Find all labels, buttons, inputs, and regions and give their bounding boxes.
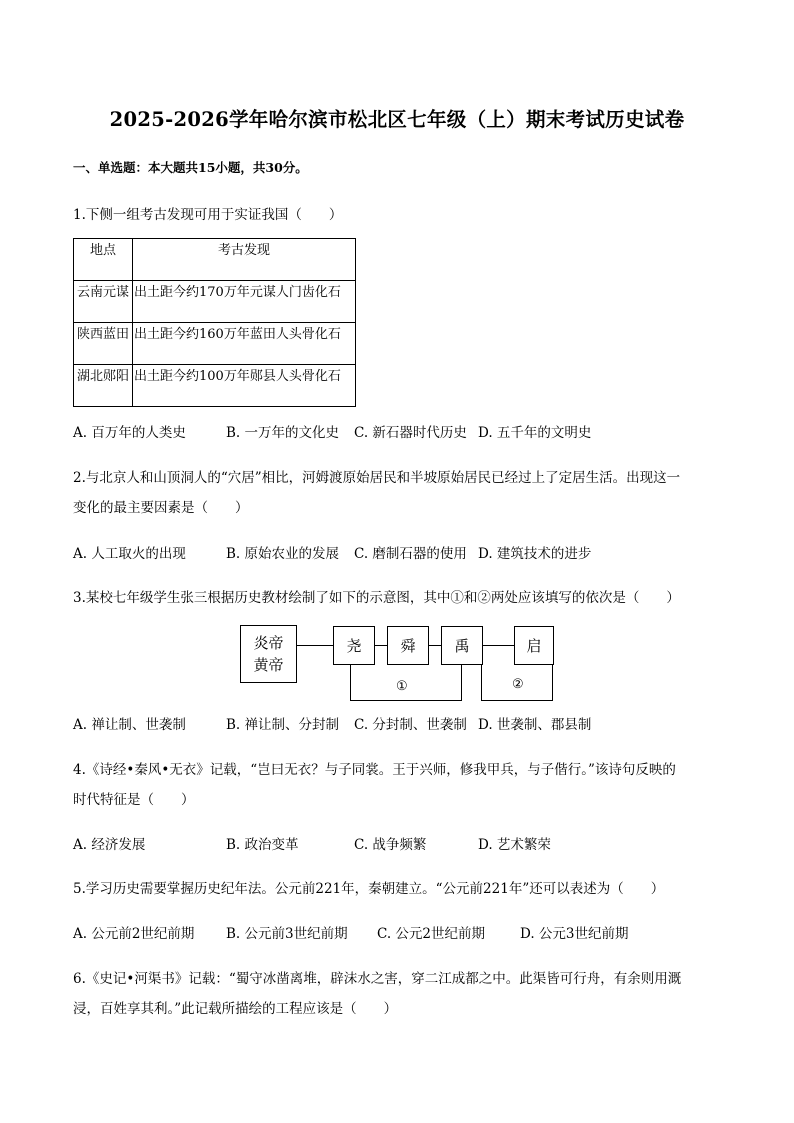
bracket-line: [481, 664, 482, 701]
question-5-option-b[interactable]: B. 公元前3世纪前期: [226, 926, 348, 942]
table-header-place: 地点: [74, 239, 133, 281]
question-3-option-c[interactable]: C. 分封制、世袭制: [354, 717, 467, 733]
table-row: [74, 281, 356, 323]
question-5-option-c[interactable]: C. 公元2世纪前期: [377, 926, 486, 942]
section-heading: 一、单选题：本大题共15小题，共30分。: [73, 160, 308, 175]
question-3-option-d[interactable]: D. 世袭制、郡县制: [478, 717, 592, 733]
question-1-stem: 1.下侧一组考古发现可用于实证我国（ ）: [73, 207, 343, 223]
question-2-option-b[interactable]: B. 原始农业的发展: [226, 546, 340, 562]
table-row: [74, 323, 356, 365]
connector-line: [374, 645, 388, 646]
box-label-qi: 启: [526, 637, 542, 655]
question-2-option-d[interactable]: D. 建筑技术的进步: [478, 546, 592, 562]
bracket-line: [350, 700, 462, 701]
table-cell-finding: 出土距今约160万年蓝田人头骨化石: [133, 323, 356, 365]
question-6-stem-line2: 浸，百姓享其利。”此记载所描绘的工程应该是（ ）: [73, 1001, 398, 1017]
question-3-option-b[interactable]: B. 禅让制、分封制: [226, 717, 340, 733]
question-1-option-a[interactable]: A. 百万年的人类史: [73, 425, 186, 441]
blank-marker-1: ①: [396, 679, 408, 694]
bracket-line: [350, 664, 351, 701]
box-label-shun: 舜: [400, 637, 416, 655]
question-2-stem-line1: 2.与北京人和山顶洞人的“穴居”相比，河姆渡原始居民和半坡原始居民已经过上了定居生活。出现这一: [73, 470, 681, 486]
page-title: 2025-2026学年哈尔滨市松北区七年级（上）期末考试历史试卷: [109, 108, 685, 131]
question-5-option-a[interactable]: A. 公元前2世纪前期: [73, 926, 195, 942]
connector-line: [428, 645, 442, 646]
question-1-option-c[interactable]: C. 新石器时代历史: [354, 425, 467, 441]
question-1-option-d[interactable]: D. 五千年的文明史: [478, 425, 592, 441]
box-yandi-huangdi: [240, 625, 297, 683]
question-5-stem: 5.学习历史需要掌握历史纪年法。公元前221年，秦朝建立。“公元前221年”还可以表述为（ ）: [73, 881, 665, 897]
table-cell-finding: 出土距今约100万年郧县人头骨化石: [133, 365, 356, 407]
table-cell-finding: 出土距今约170万年元谋人门齿化石: [133, 281, 356, 323]
question-3-option-a[interactable]: A. 禅让制、世袭制: [73, 717, 186, 733]
bracket-line: [481, 700, 553, 701]
blank-marker-2: ②: [512, 677, 524, 692]
question-1-option-b[interactable]: B. 一万年的文化史: [226, 425, 340, 441]
table-header-finding: 考古发现: [133, 239, 356, 281]
table-cell-place: 湖北郧阳: [74, 365, 133, 407]
question-2-option-c[interactable]: C. 磨制石器的使用: [354, 546, 467, 562]
box-label-yao: 尧: [346, 637, 362, 655]
question-4-stem-line1: 4.《诗经•秦风•无衣》记载，“岂曰无衣？与子同裳。王于兴师，修我甲兵，与子偕行。”该诗句反映的: [73, 762, 676, 778]
table-cell-place: 云南元谋: [74, 281, 133, 323]
question-2-option-a[interactable]: A. 人工取火的出现: [73, 546, 186, 562]
box-shun: [387, 626, 429, 665]
question-4-option-b[interactable]: B. 政治变革: [226, 837, 299, 853]
box-yao: [333, 626, 375, 665]
question-4-stem-line2: 时代特征是（ ）: [73, 792, 195, 808]
question-2-stem-line2: 变化的最主要因素是（ ）: [73, 500, 249, 516]
box-label-yu: 禹: [454, 637, 470, 655]
connector-line: [296, 645, 334, 646]
question-6-stem-line1: 6.《史记•河渠书》记载：“蜀守冰凿离堆，辟沫水之害，穿二江成都之中。此渠皆可行舟，有余则用溉: [73, 971, 682, 987]
question-4-option-a[interactable]: A. 经济发展: [73, 837, 146, 853]
table-header-row: [74, 239, 356, 281]
table-row: [74, 365, 356, 407]
table-cell-place: 陕西蓝田: [74, 323, 133, 365]
box-label-yandi: 炎帝: [253, 634, 284, 652]
box-label-huangdi: 黄帝: [253, 656, 284, 674]
question-3-stem: 3.某校七年级学生张三根据历史教材绘制了如下的示意图，其中①和②两处应该填写的依次是（ ）: [73, 590, 680, 606]
box-qi: [514, 626, 554, 665]
question-4-option-d[interactable]: D. 艺术繁荣: [478, 837, 551, 853]
bracket-line: [461, 664, 462, 701]
question-4-option-c[interactable]: C. 战争频繁: [354, 837, 427, 853]
bracket-line: [552, 664, 553, 701]
question-5-option-d[interactable]: D. 公元3世纪前期: [520, 926, 629, 942]
box-yu: [441, 626, 483, 665]
question-1-table: [73, 238, 356, 407]
connector-line: [482, 645, 515, 646]
